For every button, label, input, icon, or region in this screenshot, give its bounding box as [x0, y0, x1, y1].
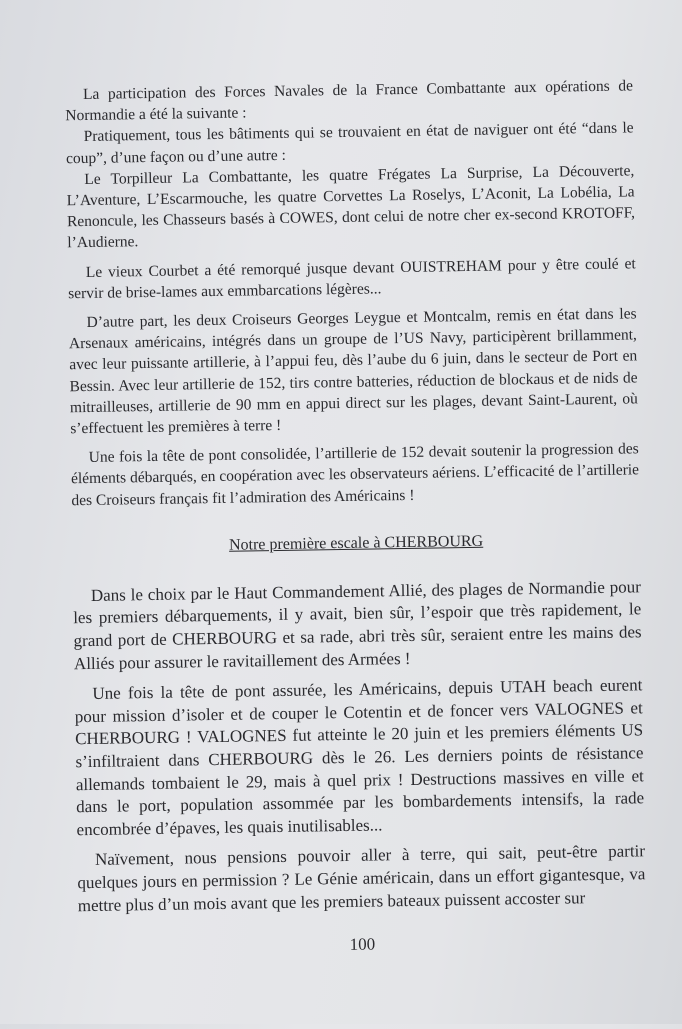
section-cherbourg	[73, 576, 646, 917]
page-number: 100	[349, 934, 376, 955]
paragraph: La participation des Forces Navales de la France Combattante aux opérations de Normandie a été la suivante :	[65, 77, 634, 125]
paragraph: Le Torpilleur La Combattante, les quatre Frégates La Surprise, La Découverte, L’Aventure, L’Escarmouche, les quatre Corvettes La Roselys, L’Aconit, La Lobélia, La Renoncule, les Chasseurs basés à COWES, dont celui de notre cher ex-second KROTOFF, l’Audierne.	[66, 162, 636, 252]
paragraph: Naïvement, nous pensions pouvoir aller à terre, qui sait, peut-être partir quelques jours en permission ? Le Génie américain, dans un effort gigantesque, va mettre plus d’un mois avant que les premiers bateaux puissent accoster sur	[77, 841, 646, 915]
section-intro	[65, 75, 640, 511]
paragraph: Une fois la tête de pont assurée, les Américains, depuis UTAH beach eurent pour mission d’isoler et de couper le Cotentin et de foncer vers VALOGNES et CHERBOURG ! VALOGNES fut atteinte le 20 juin et les premiers éléments US s’infiltraient dans CHERBOURG dès le 26. Les derniers points de résistance allemands tombaient le 29, mais à quel prix ! Destructions massives en ville et dans le port, population assommée par les bombardements intensifs, la rade encombrée d’épaves, les quais inutilisables...	[74, 675, 645, 840]
paragraph: Dans le choix par le Haut Commandement Allié, des plages de Normandie pour les premiers débarquements, il y avait, bien sûr, l’espoir que très rapidement, le grand port de CHERBOURG et sa rade, abri très sûr, seraient entre les mains des Alliés pour assurer le ravitaillement des Armées !	[73, 577, 642, 673]
paragraph: Le vieux Courbet a été remorqué jusque devant OUISTREHAM pour y être coulé et servir de brise-lames aux emmbarcations légères...	[68, 254, 636, 303]
paragraph: Pratiquement, tous les bâtiments qui se trouvaient en état de naviguer ont été “dans le coup”, d’une façon ou d’une autre :	[65, 119, 634, 167]
section-heading: Notre première escale à CHERBOURG	[228, 532, 484, 554]
paragraph: D’autre part, les deux Croiseurs Georges Leygue et Montcalm, remis en état dans les Arsenaux américains, intégrés dans un groupe de l’US Navy, participèrent brillamment, avec leur puissante artillerie, à l’appui feu, dès l’aube du 6 juin, dans le secteur de Port en Bessin. Avec leur artillerie de 152, tirs contre batteries, réduction de blockaus et de nids de mitrailleuses, artillerie de 90 mm en appui direct sur les plages, devant Saint-Laurent, où s’effectuent les premières à terre !	[68, 305, 638, 438]
paragraph: Une fois la tête de pont consolidée, l’artillerie de 152 devait soutenir la progression des éléments débarqués, en coopération avec les observateurs aériens. L’efficacité de l’artillerie des Croiseurs français fit l’admiration des Américains !	[70, 440, 640, 509]
